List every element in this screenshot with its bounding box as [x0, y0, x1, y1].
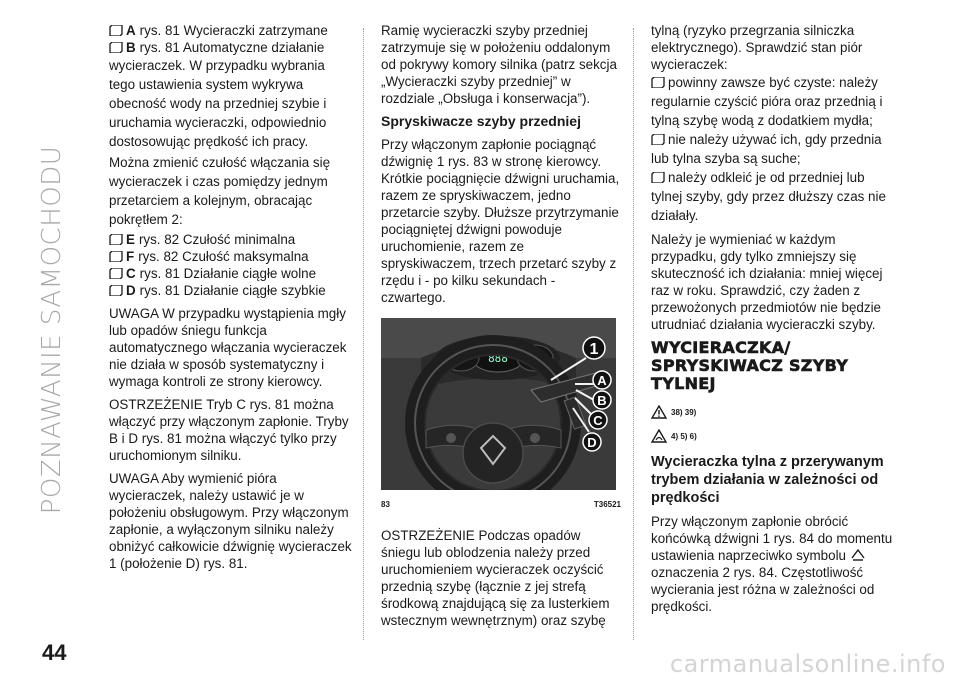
figure-caption	[381, 496, 621, 513]
paragraph: wycieraczek. W przypadku wybrania tego ustawienia system wykrywa obecność wody na przedniej szybie i uruchamia wycieraczki, odpowiednio dostosowując prędkość ich pracy.	[109, 58, 327, 149]
warning-refs-row	[651, 401, 897, 423]
mode-item-e	[109, 231, 352, 248]
paragraph	[651, 513, 897, 615]
bullet-text: nie należy używać ich, gdy przednia lub tylna szyba są suche;	[651, 132, 882, 166]
info-refs-row	[651, 425, 897, 447]
warning-paragraph: OSTRZEŻENIE Tryb C rys. 81 można włączyć przy włączonym zapłonie. Tryby B i D rys. 81 można włączyć tylko przy uruchomionym silniku.	[109, 397, 349, 463]
paragraph-text: Przy włączonym zapłonie obrócić końcówką dźwigni 1 rys. 84 do momentu ustawienia naprzeciwko symbolu	[651, 514, 893, 563]
bullet-item	[651, 168, 897, 225]
bullet-text: powinny zawsze być czyste: należy regularnie czyścić pióra oraz przednią i tylną szybę wodą z dodatkiem mydła;	[651, 75, 883, 128]
bullet-icon	[651, 134, 665, 145]
mode-item-c	[109, 265, 352, 282]
callout-b: B	[597, 393, 607, 408]
mode-text: rys. 82 Czułość maksymalna	[138, 249, 309, 264]
warning-refs: 38) 39)	[671, 407, 697, 417]
steering-wheel-illustration	[381, 318, 616, 490]
bullet-icon	[109, 251, 123, 262]
environment-warning-icon	[651, 429, 667, 443]
note-paragraph: UWAGA Aby wymienić pióra wycieraczek, należy ustawić je w położeniu obsługowym. Przy włączonym zapłonie, a wyłączonym silniku należy obniżyć całkowicie dźwignię wycieraczek 1 (położenie D) rys. 81.	[109, 471, 352, 571]
mode-text: rys. 81 Automatyczne działanie	[139, 40, 325, 55]
text-column-1	[109, 22, 352, 578]
paragraph: tylną (ryzyko przegrzania silniczka elektrycznego). Sprawdzić stan piór wycieraczek:	[651, 23, 863, 72]
paragraph: Ramię wycieraczki szyby przedniej zatrzymuje się w położeniu oddalonym od pokrywy komory silnika (patrz sekcja „Wycieraczki szyby przedniej” w rozdziale „Obsługa i konserwacja”).	[381, 23, 617, 106]
mode-letter: C	[126, 266, 136, 281]
column-divider	[633, 28, 634, 640]
mode-letter: D	[126, 283, 136, 298]
mode-text: rys. 81 Wycieraczki zatrzymane	[139, 23, 328, 38]
mode-item-b	[109, 39, 352, 56]
bullet-item	[651, 130, 897, 168]
paragraph: Przy włączonym zapłonie pociągnąć dźwignię 1 rys. 83 w stronę kierowcy. Krótkie pociągnięcie dźwigni uruchamia, razem ze spryskiwaczem, jedno przetarcie szyby. Dłuższe przytrzymanie pociągniętej dźwigni powoduje uruchomienie, razem ze spryskiwaczem, trzech przetarć szyby z rzędu i - po kilku sekundach - czwartego.	[381, 137, 620, 305]
paragraph: Należy je wymieniać w każdym przypadku, gdy tylko zmniejszy się skuteczność ich działania: mniej więcej raz w roku. Sprawdzić, czy żaden z przewożonych przedmiotów nie będzie utrudniać działania wycieraczki szyby.	[651, 232, 883, 332]
dash-display-value: 888	[488, 352, 508, 365]
steering-wheel-figure	[381, 318, 616, 490]
callout-1: 1	[589, 341, 599, 358]
figure-code: T36521	[593, 500, 621, 509]
section-side-label: POZNAWANIE SAMOCHODU	[37, 145, 67, 515]
mode-item-d	[109, 282, 352, 299]
mode-item-f	[109, 248, 352, 265]
column-divider	[363, 28, 364, 640]
bullet-icon	[109, 268, 123, 279]
section-heading: WYCIERACZKA/ SPRYSKIWACZ SZYBY TYLNEJ	[651, 338, 849, 393]
bullet-icon	[109, 285, 123, 296]
subsection-heading: Wycieraczka tylna z przerywanym trybem działania w zależności od prędkości	[651, 454, 884, 506]
text-column-3	[651, 22, 897, 621]
callout-d: D	[587, 435, 597, 450]
note-paragraph: UWAGA W przypadku wystąpienia mgły lub opadów śniegu funkcja automatycznego włączania wycieraczek nie działa w sposób systematyczny i wymaga kontroli ze strony kierowcy.	[109, 306, 347, 389]
bullet-icon	[651, 172, 665, 183]
bullet-icon	[109, 234, 123, 245]
mode-letter: E	[126, 232, 135, 247]
warning-paragraph: OSTRZEŻENIE Podczas opadów śniegu lub oblodzenia należy przed uruchomieniem wycieraczek oczyścić przednią szybę (łącznie z jej strefą środkową znajdującą się za lusterkiem wstecznym wewnętrznym) oraz szybę	[381, 528, 610, 628]
mode-letter: A	[126, 23, 136, 38]
watermark-text: carmanualsonline.info	[669, 650, 946, 678]
mode-text: rys. 81 Działanie ciągłe wolne	[139, 266, 317, 281]
text-column-2	[381, 22, 621, 635]
bullet-item	[651, 73, 897, 130]
mode-item-a	[109, 22, 352, 39]
rear-wiper-intermittent-icon	[850, 548, 866, 562]
page-number: 44	[42, 640, 67, 665]
paragraph: Można zmienić czułość włączania się wycieraczek i czas pomiędzy jednym przetarciem a kolejnym, obracając pokrętłem 2:	[109, 155, 331, 227]
mode-letter: F	[126, 249, 135, 264]
callout-a: A	[597, 373, 607, 388]
bullet-icon	[109, 25, 123, 36]
bullet-icon	[651, 77, 665, 88]
mode-text: rys. 81 Działanie ciągłe szybkie	[139, 283, 326, 298]
bullet-text: należy odkleić je od przedniej lub tylnej szyby, gdy przez dłuższy czas nie działały.	[651, 170, 886, 223]
mode-text: rys. 82 Czułość minimalna	[138, 232, 296, 247]
callout-c: C	[593, 413, 603, 428]
mode-letter: B	[126, 40, 136, 55]
info-refs: 4) 5) 6)	[671, 431, 697, 441]
bullet-icon	[109, 42, 123, 53]
figure-number: 83	[381, 500, 390, 509]
subsection-heading: Spryskiwacze szyby przedniej	[381, 113, 581, 129]
warning-triangle-icon	[651, 405, 667, 419]
paragraph-text: oznaczenia 2 rys. 84. Częstotliwość wycierania jest różna w zależności od prędkości.	[651, 565, 875, 614]
